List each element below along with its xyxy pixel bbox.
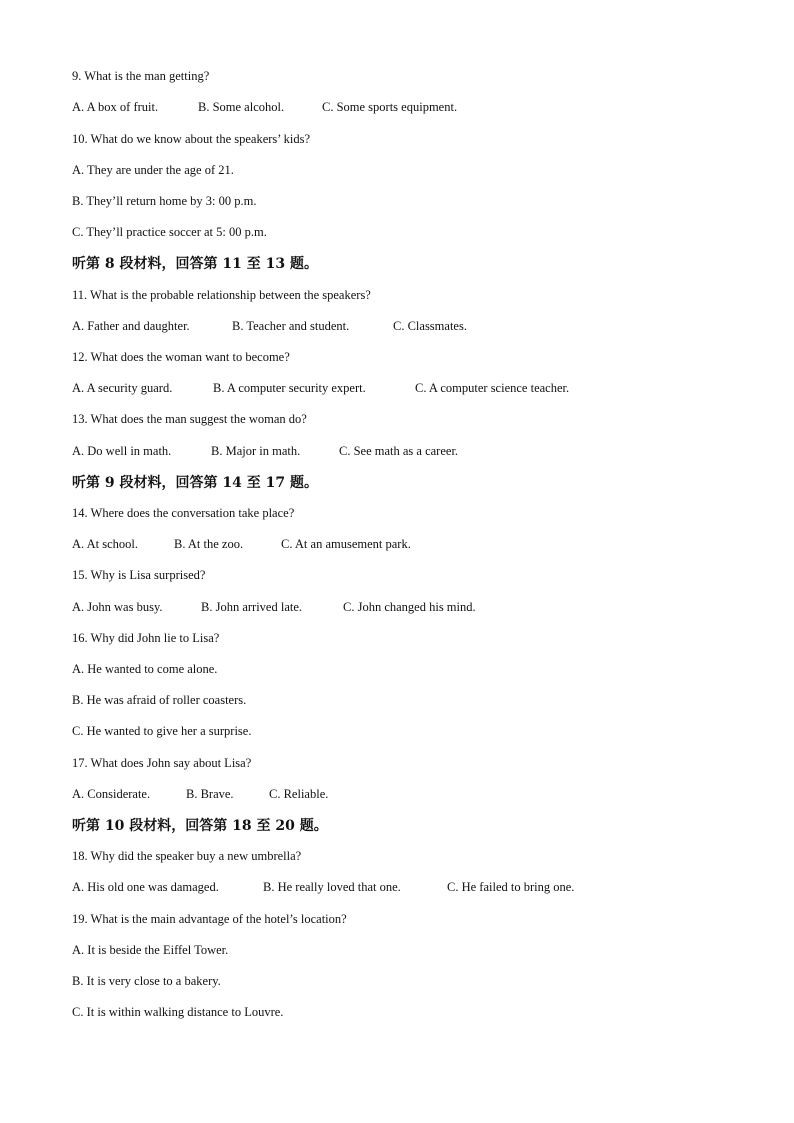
option-15c: C. John changed his mind. xyxy=(343,600,476,614)
option-14a: A. At school. xyxy=(72,537,138,551)
option-19a: A. It is beside the Eiffel Tower. xyxy=(72,943,229,957)
option-11b: B. Teacher and student. xyxy=(232,319,350,333)
option-17c: C. Reliable. xyxy=(269,787,329,801)
question-14: 14. Where does the conversation take place? xyxy=(72,506,295,520)
question-16: 16. Why did John lie to Lisa? xyxy=(72,631,220,645)
question-9: 9. What is the man getting? xyxy=(72,69,210,83)
question-10: 10. What do we know about the speakers’ kids? xyxy=(72,132,311,146)
option-16b: B. He was afraid of roller coasters. xyxy=(72,693,247,707)
option-10c: C. They’ll practice soccer at 5: 00 p.m. xyxy=(72,225,267,239)
question-11: 11. What is the probable relationship between the speakers? xyxy=(72,288,371,302)
option-16c: C. He wanted to give her a surprise. xyxy=(72,724,252,738)
option-19b: B. It is very close to a bakery. xyxy=(72,974,221,988)
option-9b: B. Some alcohol. xyxy=(198,100,285,114)
option-9c: C. Some sports equipment. xyxy=(322,100,458,114)
option-17b: B. Brave. xyxy=(186,787,234,801)
question-18: 18. Why did the speaker buy a new umbrella? xyxy=(72,849,302,863)
option-18c: C. He failed to bring one. xyxy=(447,880,575,894)
option-15b: B. John arrived late. xyxy=(201,600,303,614)
section-heading-9: 听第 9 段材料，回答第 14 至 17 题。 xyxy=(72,475,318,491)
question-19: 19. What is the main advantage of the hotel’s location? xyxy=(72,912,347,926)
option-17a: A. Considerate. xyxy=(72,787,151,801)
option-11a: A. Father and daughter. xyxy=(72,319,190,333)
option-14c: C. At an amusement park. xyxy=(281,537,411,551)
option-14b: B. At the zoo. xyxy=(174,537,244,551)
option-10b: B. They’ll return home by 3: 00 p.m. xyxy=(72,194,257,208)
option-18a: A. His old one was damaged. xyxy=(72,880,219,894)
option-16a: A. He wanted to come alone. xyxy=(72,662,218,676)
option-12c: C. A computer science teacher. xyxy=(415,381,570,395)
option-13c: C. See math as a career. xyxy=(339,444,459,458)
option-10a: A. They are under the age of 21. xyxy=(72,163,234,177)
option-12b: B. A computer security expert. xyxy=(213,381,366,395)
section-heading-10: 听第 10 段材料，回答第 18 至 20 题。 xyxy=(72,818,328,834)
option-19c: C. It is within walking distance to Louvre. xyxy=(72,1005,284,1019)
option-18b: B. He really loved that one. xyxy=(263,880,401,894)
option-13b: B. Major in math. xyxy=(211,444,301,458)
question-13: 13. What does the man suggest the woman do? xyxy=(72,412,307,426)
option-13a: A. Do well in math. xyxy=(72,444,172,458)
option-12a: A. A security guard. xyxy=(72,381,173,395)
section-heading-8: 听第 8 段材料，回答第 11 至 13 题。 xyxy=(72,256,318,272)
question-12: 12. What does the woman want to become? xyxy=(72,350,290,364)
question-15: 15. Why is Lisa surprised? xyxy=(72,568,206,582)
option-15a: A. John was busy. xyxy=(72,600,163,614)
question-17: 17. What does John say about Lisa? xyxy=(72,756,252,770)
option-9a: A. A box of fruit. xyxy=(72,100,159,114)
option-11c: C. Classmates. xyxy=(393,319,467,333)
